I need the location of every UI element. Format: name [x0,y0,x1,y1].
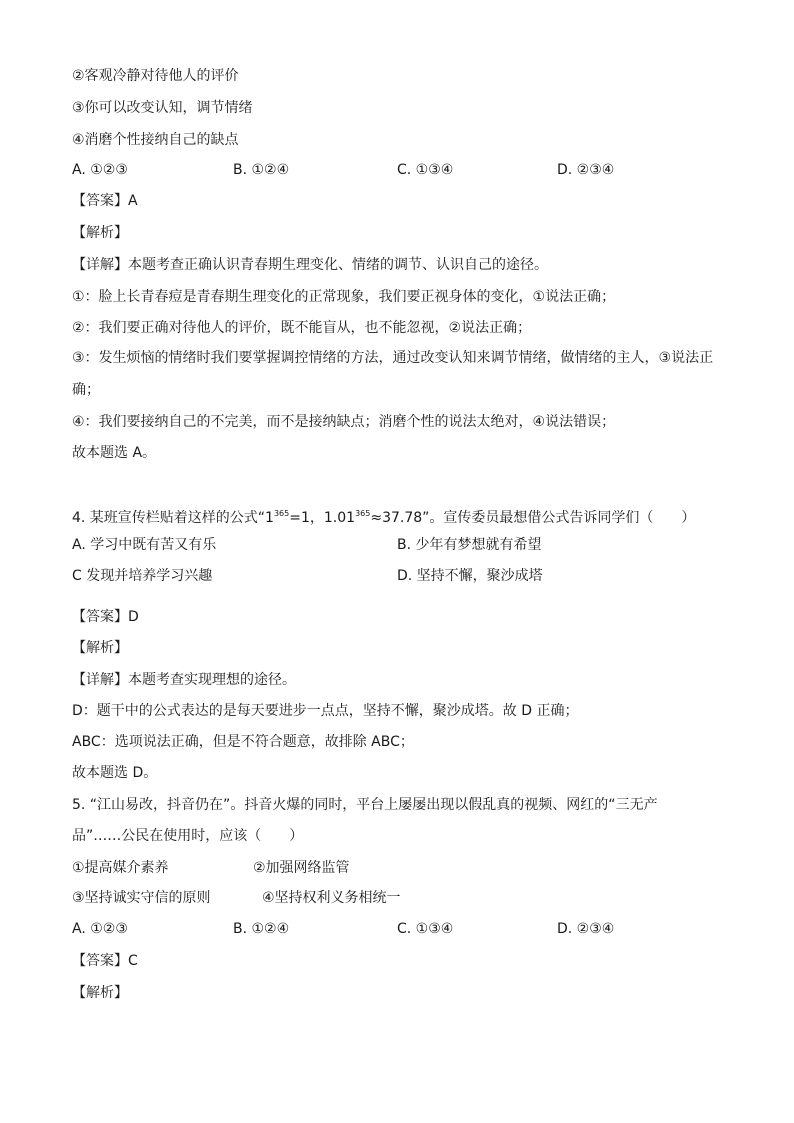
q5-option-a: A. ①②③ [72,921,128,937]
q3-option-c: C. ①③④ [397,162,454,178]
q4-analysis-heading: 【解析】 [72,640,128,656]
q4-stem-part-c: ≈37.78”。宣传委员最想借公式告诉同学们（ ） [370,510,696,526]
q5-stem-line-1: 5. “江山易改，抖音仍在”。抖音火爆的同时，平台上屡屡出现以假乱真的视频、网红的“三无产 [72,797,658,813]
q3-explanation-2: ②：我们要正确对待他人的评价，既不能盲从，也不能忽视，②说法正确； [72,320,532,336]
q3-detail: 【详解】本题考查正确认识青春期生理变化、情绪的调节、认识自己的途径。 [72,257,548,273]
q5-option-d: D. ②③④ [557,921,615,937]
q5-option-b: B. ①②④ [233,921,290,937]
q3-conclusion: 故本题选 A。 [72,445,157,461]
q5-analysis-heading: 【解析】 [72,985,128,1001]
q3-explanation-4: ④：我们要接纳自己的不完美，而不是接纳缺点；消磨个性的说法太绝对，④说法错误； [72,414,616,430]
q3-option-d: D. ②③④ [557,162,615,178]
q5-choice-1: ①提高媒介素养 [72,860,169,876]
q4-answer: 【答案】D [72,609,139,625]
q3-analysis-heading: 【解析】 [72,225,128,241]
q4-conclusion: 故本题选 D。 [72,765,158,781]
q5-choice-3: ③坚持诚实守信的原则 [72,890,211,906]
q4-stem [72,504,695,528]
q4-explanation-d: D：题干中的公式表达的是每天要进步一点点，坚持不懈，聚沙成塔。故 D 正确； [72,703,579,719]
q4-option-d: D. 坚持不懈，聚沙成塔 [397,568,543,584]
q3-choice-3: ③你可以改变认知，调节情绪 [72,100,253,116]
q4-option-a: A. 学习中既有苦又有乐 [72,537,217,553]
q5-answer: 【答案】C [72,953,138,969]
q3-answer: 【答案】A [72,193,138,209]
q3-choice-4: ④消磨个性接纳自己的缺点 [72,132,239,148]
q4-stem-part-a: 4. 某班宣传栏贴着这样的公式“1 [72,510,274,526]
q4-exponent-1: 365 [273,509,290,518]
q3-option-b: B. ①②④ [233,162,290,178]
q5-option-c: C. ①③④ [397,921,454,937]
q4-explanation-abc: ABC：选项说法正确，但是不符合题意，故排除 ABC； [72,734,414,750]
q3-explanation-1: ①：脸上长青春痘是青春期生理变化的正常现象，我们要正视身体的变化，①说法正确； [72,289,616,305]
q4-option-b: B. 少年有梦想就有希望 [397,537,542,553]
q3-option-a: A. ①②③ [72,162,128,178]
q3-choice-2: ②客观冷静对待他人的评价 [72,68,239,84]
q4-exponent-2: 365 [355,509,371,518]
q3-explanation-3b: 确； [72,382,100,398]
q3-explanation-3a: ③：发生烦恼的情绪时我们要掌握调控情绪的方法，通过改变认知来调节情绪，做情绪的主人，③说法正 [72,350,714,366]
q5-choice-4: ④坚持权利义务相统一 [262,890,401,906]
q5-choice-2: ②加强网络监管 [253,860,350,876]
q4-option-c: C 发现并培养学习兴趣 [72,568,213,584]
q4-stem-part-b: =1，1.01 [289,510,356,526]
q5-stem-line-2: 品”……公民在使用时，应该（ ） [72,828,304,844]
q4-detail: 【详解】本题考查实现理想的途径。 [72,672,296,688]
